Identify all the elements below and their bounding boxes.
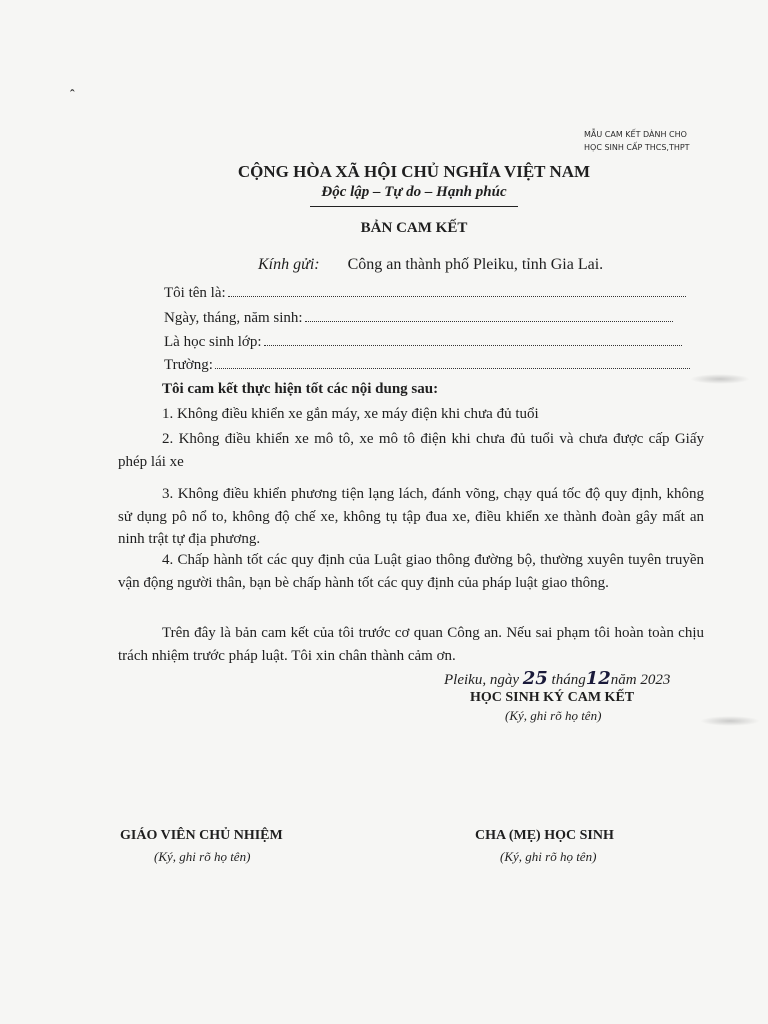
form-note <box>584 128 690 154</box>
field-name[interactable] <box>164 284 686 302</box>
field-name-label: Tôi tên là: <box>164 285 226 301</box>
recipient-value: Công an thành phố Pleiku, tỉnh Gia Lai. <box>347 256 604 273</box>
commitment-2: 2. Không điều khiển xe mô tô, xe mô tô điện khi chưa đủ tuổi và chưa được cấp Giấy phép lái xe <box>118 431 704 470</box>
field-class-blank[interactable] <box>264 333 682 346</box>
date-month: 12 <box>585 668 611 689</box>
stray-mark: ˆ <box>70 88 75 103</box>
field-dob[interactable] <box>164 309 673 327</box>
field-school-blank[interactable] <box>215 356 690 369</box>
form-note-line1: MẪU CAM KẾT DÀNH CHO <box>584 130 687 139</box>
national-title: CỘNG HÒA XÃ HỘI CHỦ NGHĨA VIỆT NAM <box>237 162 591 181</box>
teacher-signature-title: GIÁO VIÊN CHỦ NHIỆM <box>120 828 283 843</box>
commitment-intro: Tôi cam kết thực hiện tốt các nội dung sau: <box>162 381 439 397</box>
teacher-signature-hint: (Ký, ghi rõ họ tên) <box>154 849 251 864</box>
date-line <box>444 668 670 689</box>
date-month-label: tháng <box>551 672 586 688</box>
document-title: BẢN CAM KẾT <box>360 220 468 236</box>
field-dob-label: Ngày, tháng, năm sinh: <box>164 310 303 326</box>
parent-signature-hint: (Ký, ghi rõ họ tên) <box>500 849 597 864</box>
date-year: năm 2023 <box>610 672 671 688</box>
field-name-blank[interactable] <box>228 284 686 297</box>
recipient-line <box>258 256 603 274</box>
student-signature-hint: (Ký, ghi rõ họ tên) <box>505 708 602 723</box>
form-note-line2: HỌC SINH CẤP THCS,THPT <box>584 143 690 152</box>
scan-smudge <box>690 374 750 384</box>
motto-underline <box>310 206 518 207</box>
date-prefix: Pleiku, ngày <box>444 672 519 688</box>
field-class-label: Là học sinh lớp: <box>164 334 262 350</box>
field-class[interactable] <box>164 333 682 351</box>
commitment-4: 4. Chấp hành tốt các quy định của Luật giao thông đường bộ, thường xuyên tuyên truyền vận động người thân, bạn bè chấp hành tốt các quy định của pháp luật giao thông. <box>118 552 704 591</box>
national-motto: Độc lập – Tự do – Hạnh phúc <box>321 184 507 200</box>
field-school-label: Trường: <box>164 357 213 373</box>
scan-smudge-2 <box>700 716 760 726</box>
parent-signature-title: CHA (MẸ) HỌC SINH <box>475 828 614 843</box>
field-school[interactable] <box>164 356 690 374</box>
closing-statement: Trên đây là bản cam kết của tôi trước cơ quan Công an. Nếu sai phạm tôi hoàn toàn chịu trách nhiệm trước pháp luật. Tôi xin chân thành cảm ơn. <box>118 625 704 664</box>
commitment-3: 3. Không điều khiển phương tiện lạng lách, đánh võng, chạy quá tốc độ quy định, không sử dụng pô nổ to, không độ chế xe, không tụ tập đua xe, điều khiển xe thành đoàn gây mất an ninh trật tự địa phương. <box>118 486 704 547</box>
commitment-1: 1. Không điều khiển xe gắn máy, xe máy điện khi chưa đủ tuổi <box>162 406 539 422</box>
recipient-label: Kính gửi: <box>258 256 320 273</box>
field-dob-blank[interactable] <box>305 309 673 322</box>
date-day: 25 <box>522 668 548 689</box>
student-signature-title: HỌC SINH KÝ CAM KẾT <box>470 690 635 705</box>
